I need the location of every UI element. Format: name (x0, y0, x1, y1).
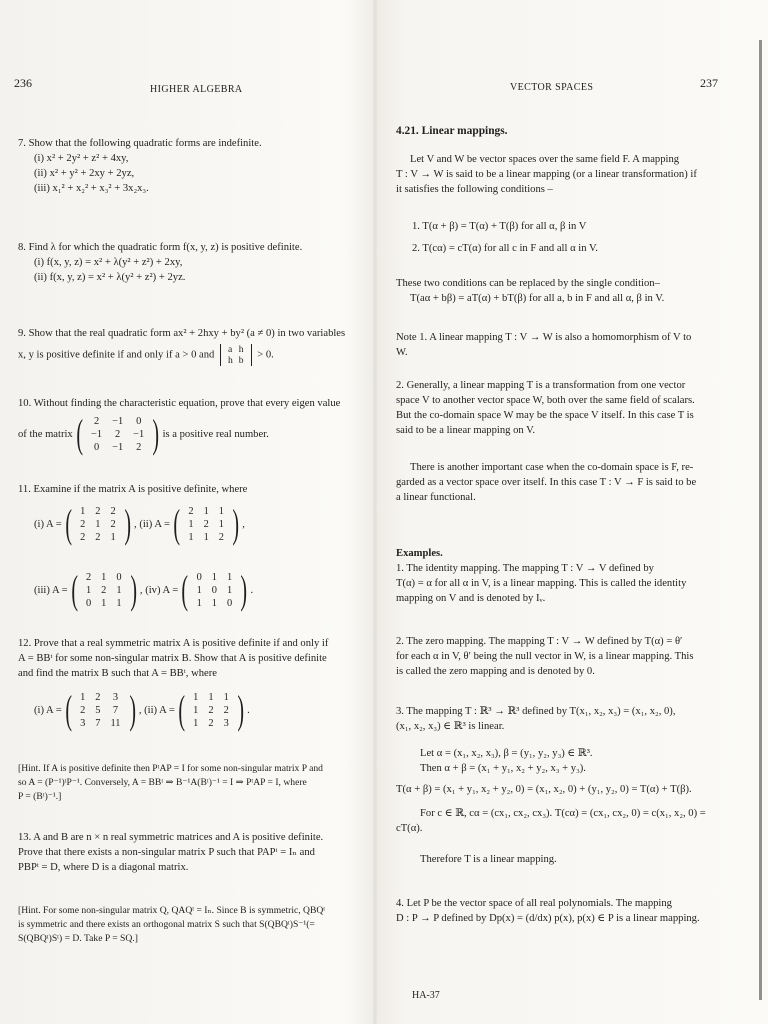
note-1 (396, 330, 691, 360)
matrix-cell: 1 (116, 597, 122, 609)
matrix-cell: 1 (193, 691, 199, 703)
matrix-cell: 2 (136, 441, 142, 453)
matrix-cell: 0 (196, 571, 202, 583)
section-title: 4.21. Linear mappings. (396, 125, 508, 137)
exercise-7-item: (ii) x² + y² + 2xy + 2yz, (34, 168, 135, 179)
matrix-label: , (ii) A = (134, 518, 171, 530)
examples-title: Examples. (396, 548, 443, 559)
matrix-cell: 1 (193, 717, 199, 729)
matrix-cell: 7 (112, 704, 119, 716)
exercise-10-matrix: ( 2 −1 0 −1 2 −1 0 −1 2 ) (76, 411, 160, 456)
example-4-line: 4. Let P be the vector space of all real polynomials. The mapping (396, 898, 672, 909)
example-3-work-line: Let α = (x₁, x₂, x₃), β = (y₁, y₂, y₃) ∈ ℝ³. (420, 748, 593, 759)
matrix-cell: 1 (188, 518, 194, 530)
matrix-cell: 0 (136, 415, 142, 427)
matrix-cell: 2 (80, 704, 86, 716)
note-line: There is another important case when the co-domain space is F, re- (410, 462, 694, 473)
single-condition-line: T(aα + bβ) = aT(α) + bT(β) for all a, b in F and all α, β in V. (410, 293, 665, 304)
condition-line: 2. T(cα) = cT(α) for all c in F and all α in V. (412, 243, 598, 254)
replace-line: These two conditions can be replaced by the single condition– (396, 278, 660, 289)
exercise-13-line: Prove that there exists a non-singular matrix P such that PAPᵗ = Iₙ and (18, 847, 315, 858)
matrix: ( 1 2 2 2 1 2 2 2 1 ) (65, 501, 131, 546)
matrix-cell: 0 (93, 441, 100, 453)
matrix-cell: 2 (203, 518, 209, 530)
exercise-11-row2 (34, 567, 254, 612)
page-footer: HA-37 (412, 990, 440, 1001)
matrix-cell: 2 (95, 691, 101, 703)
matrix: ( 2 1 0 1 2 1 0 1 1 ) (70, 567, 137, 612)
matrix-cell: 1 (188, 531, 194, 543)
example-2 (396, 634, 693, 679)
hint-line: so A = (P⁻¹)ᵗP⁻¹. Conversely, A = BBᵗ ⇒ B⁻¹A(Bᵗ)⁻¹ = I ⇒ PᵗAP = I, where (18, 777, 307, 788)
matrix-cell: 1 (101, 597, 107, 609)
exercise-11 (18, 482, 247, 497)
example-2-line: 2. The zero mapping. The mapping T : V → W defined by T(α) = θ′ (396, 636, 683, 647)
det-cell: b (238, 355, 244, 366)
hint-line: [Hint. If A is positive definite then PᵗAP = I for some non-singular matrix P and (18, 763, 323, 774)
det-cell: h (228, 355, 233, 366)
exercise-9-condition: x, y is positive definite if and only if a > 0 and (18, 349, 215, 361)
matrix-cell: 1 (110, 531, 116, 543)
exercise-7 (18, 136, 262, 196)
single-condition (396, 276, 664, 306)
exercise-12-hint (18, 762, 323, 804)
example-3-line: 3. The mapping T : ℝ³ → ℝ³ defined by T(x₁, x₂, x₃) = (x₁, x₂, 0), (396, 706, 676, 717)
matrix-end: . (250, 584, 254, 596)
exercise-10-prefix: of the matrix (18, 428, 73, 440)
matrix-cell: −1 (112, 415, 124, 427)
matrix-cell: 1 (218, 518, 224, 530)
example-3 (396, 704, 675, 734)
matrix-cell: 2 (208, 717, 214, 729)
exercise-8 (18, 240, 302, 285)
example-2-line: is called the zero mapping and is denoted by 0. (396, 666, 595, 677)
example-3-scalar (396, 806, 706, 836)
exercise-12-line: and find the matrix B such that A = BBᵗ, where (18, 668, 217, 679)
page-number-right: 237 (700, 76, 718, 90)
matrix-cell: 0 (227, 597, 233, 609)
matrix-cell: 2 (80, 518, 86, 530)
note-line: garded as a vector space over itself. In this case T : V → F is said to be (396, 477, 697, 488)
exercise-11-row1 (34, 501, 245, 546)
matrix: ( 1 2 3 2 5 7 3 7 11 ) (65, 687, 136, 732)
exercise-11-stem: 11. Examine if the matrix A is positive definite, where (18, 484, 248, 495)
matrix-cell: 2 (95, 531, 101, 543)
exercise-13 (18, 830, 323, 875)
matrix-cell: −1 (133, 428, 145, 440)
note-line: But the co-domain space W may be the space V itself. In this case T is (396, 410, 694, 421)
matrix-end: , (242, 518, 245, 530)
matrix-cell: 1 (203, 505, 209, 517)
matrix-cell: 2 (110, 505, 116, 517)
matrix-cell: −1 (91, 428, 103, 440)
matrix-cell: 1 (95, 518, 101, 530)
matrix-cell: 1 (196, 597, 202, 609)
matrix-cell: 1 (101, 571, 107, 583)
running-head-right: VECTOR SPACES (510, 82, 594, 93)
section-4-21 (396, 124, 508, 139)
exercise-10-line: 10. Without finding the characteristic equation, prove that every eigen value (18, 398, 341, 409)
running-head-left: HIGHER ALGEBRA (150, 84, 243, 95)
matrix-cell: −1 (112, 441, 124, 453)
example-3-conclusion-line: Therefore T is a linear mapping. (420, 854, 557, 865)
note-3 (396, 460, 696, 505)
matrix: ( 0 1 1 1 0 1 1 1 0 ) (181, 567, 248, 612)
matrix-cell: 7 (95, 717, 101, 729)
note-line: a linear functional. (396, 492, 476, 503)
hint-line: [Hint. For some non-singular matrix Q, QAQᵗ = Iₙ. Since B is symmetric, QBQᵗ (18, 905, 326, 916)
note-2 (396, 378, 695, 438)
matrix-cell: 1 (203, 531, 209, 543)
right-page (382, 0, 762, 1024)
example-3-eq-line: T(α + β) = (x₁ + y₁, x₂ + y₂, 0) = (x₁, x₂, 0) + (y₁, y₂, 0) = T(α) + T(β). (396, 784, 692, 795)
exercise-10 (18, 396, 340, 411)
example-3-line: (x₁, x₂, x₃) ∈ ℝ³ is linear. (396, 721, 505, 732)
exercise-12-line: 12. Prove that a real symmetric matrix A is positive definite if and only if (18, 638, 329, 649)
matrix-cell: 1 (208, 691, 214, 703)
matrix-cell: 3 (112, 691, 119, 703)
det-cell: h (238, 344, 244, 355)
det-cell: a (228, 344, 233, 355)
matrix-cell: 3 (80, 717, 86, 729)
exercise-9 (18, 326, 345, 366)
intro-line: it satisfies the following conditions – (396, 184, 553, 195)
example-3-equation (396, 782, 692, 797)
matrix-cell: 1 (80, 691, 86, 703)
example-3-conclusion (420, 852, 557, 867)
intro-line: T : V → W is said to be a linear mapping (or a linear transformation) if (396, 169, 697, 180)
example-2-line: for each α in V, θ′ being the null vector in W, is a linear mapping. This (396, 651, 694, 662)
example-3-scalar-line: For c ∈ ℝ, cα = (cx₁, cx₂, cx₃). T(cα) = (cx₁, cx₂, 0) = c(x₁, x₂, 0) = (420, 808, 706, 819)
matrix-cell: 1 (193, 704, 199, 716)
matrix-label: , (ii) A = (138, 704, 175, 716)
matrix-end: . (247, 704, 250, 716)
example-1-line: T(α) = α for all α in V, is a linear mapping. This is called the identity (396, 578, 687, 589)
exercise-13-hint (18, 904, 325, 946)
matrix-cell: 1 (116, 584, 122, 596)
exercise-9-determinant (220, 344, 252, 366)
exercise-8-item: (ii) f(x, y, z) = x² + λ(y² + z²) + 2yz. (34, 272, 186, 283)
exercise-10-matrix-row (18, 411, 269, 456)
hint-line: is symmetric and there exists an orthogonal matrix S such that S(QBQᵗ)S⁻¹(= (18, 919, 315, 930)
matrix-label: (i) A = (34, 518, 62, 530)
page-number-left: 236 (14, 76, 32, 90)
left-page (0, 0, 378, 1024)
matrix-cell: 0 (211, 584, 217, 596)
matrix-cell: 1 (211, 597, 217, 609)
matrix-cell: 1 (218, 505, 224, 517)
note-line: said to be a linear mapping on V. (396, 425, 536, 436)
matrix-cell: 11 (110, 717, 121, 729)
linear-conditions (412, 216, 598, 260)
note-line: space V to another vector space W, both over the same field of scalars. (396, 395, 695, 406)
matrix-cell: 5 (95, 704, 101, 716)
matrix-cell: 1 (227, 584, 233, 596)
matrix-cell: 2 (95, 505, 101, 517)
matrix-cell: 1 (223, 691, 229, 703)
matrix-cell: 3 (223, 717, 229, 729)
exercise-13-line: 13. A and B are n × n real symmetric matrices and A is positive definite. (18, 832, 324, 843)
intro-line: Let V and W be vector spaces over the same field F. A mapping (410, 154, 680, 165)
exercise-9-line: 9. Show that the real quadratic form ax² + 2hxy + by² (a ≠ 0) in two variables (18, 328, 346, 339)
matrix-cell: 0 (85, 597, 92, 609)
exercise-8-item: (i) f(x, y, z) = x² + λ(y² + z²) + 2xy, (34, 257, 183, 268)
matrix-cell: 2 (115, 428, 121, 440)
exercise-13-line: PBPᵗ = D, where D is a diagonal matrix. (18, 862, 189, 873)
matrix-cell: 1 (196, 584, 202, 596)
example-4-line: D : P → P defined by Dp(x) = (d/dx) p(x), p(x) ∈ P is a linear mapping. (396, 913, 700, 924)
note-line: 2. Generally, a linear mapping T is a transformation from one vector (396, 380, 686, 391)
exercise-7-item: (i) x² + 2y² + z² + 4xy, (34, 153, 129, 164)
note-line: W. (396, 347, 408, 358)
matrix-cell: 2 (110, 518, 116, 530)
exercise-10-suffix: is a positive real number. (162, 428, 269, 440)
matrix-cell: 2 (208, 704, 214, 716)
example-1-line: mapping on V and is denoted by Iᵥ. (396, 593, 546, 604)
example-4 (396, 896, 700, 926)
matrix-label: , (iv) A = (139, 584, 179, 596)
condition-line: 1. T(α + β) = T(α) + T(β) for all α, β in V (412, 221, 587, 232)
matrix-cell: 1 (80, 505, 86, 517)
exercise-12-line: A = BBᵗ for some non-singular matrix B. Show that A is positive definite (18, 653, 327, 664)
hint-line: S(QBQᵗ)Sᵗ) = D. Take P = SQ.] (18, 933, 138, 944)
exercise-7-item: (iii) x₁² + x₂² + x₃² + 3x₂x₃. (34, 183, 149, 194)
matrix-cell: 2 (101, 584, 107, 596)
matrix-cell: 2 (223, 704, 229, 716)
matrix-cell: 0 (116, 571, 122, 583)
exercise-9-condition-end: > 0. (257, 349, 274, 361)
matrix-cell: 1 (85, 584, 92, 596)
example-1-line: 1. The identity mapping. The mapping T : V → V defined by (396, 563, 654, 574)
note-line: Note 1. A linear mapping T : V → W is also a homomorphism of V to (396, 332, 692, 343)
matrix-cell: 2 (80, 531, 86, 543)
matrix-cell: 2 (85, 571, 92, 583)
matrix-label: (i) A = (34, 704, 62, 716)
matrix: ( 2 1 1 1 2 1 1 1 2 ) (173, 501, 239, 546)
matrix-cell: 2 (218, 531, 224, 543)
matrix-cell: 1 (211, 571, 217, 583)
linear-mapping-intro (396, 152, 697, 197)
example-3-scalar-line: cT(α). (396, 823, 423, 834)
matrix-cell: 2 (93, 415, 100, 427)
matrix-label: (iii) A = (34, 584, 68, 596)
example-3-work (420, 746, 593, 776)
example-3-work-line: Then α + β = (x₁ + y₁, x₂ + y₂, x₃ + y₃). (420, 763, 586, 774)
matrix: ( 1 1 1 1 2 2 1 2 3 ) (178, 687, 244, 732)
exercise-12 (18, 636, 328, 681)
matrix-cell: 2 (188, 505, 194, 517)
exercise-8-stem: 8. Find λ for which the quadratic form f(x, y, z) is positive definite. (18, 242, 303, 253)
exercise-7-stem: 7. Show that the following quadratic forms are indefinite. (18, 138, 262, 149)
hint-line: P = (Bᵗ)⁻¹.] (18, 791, 62, 802)
exercise-12-matrices (34, 687, 250, 732)
matrix-cell: 1 (227, 571, 233, 583)
examples (396, 546, 686, 606)
